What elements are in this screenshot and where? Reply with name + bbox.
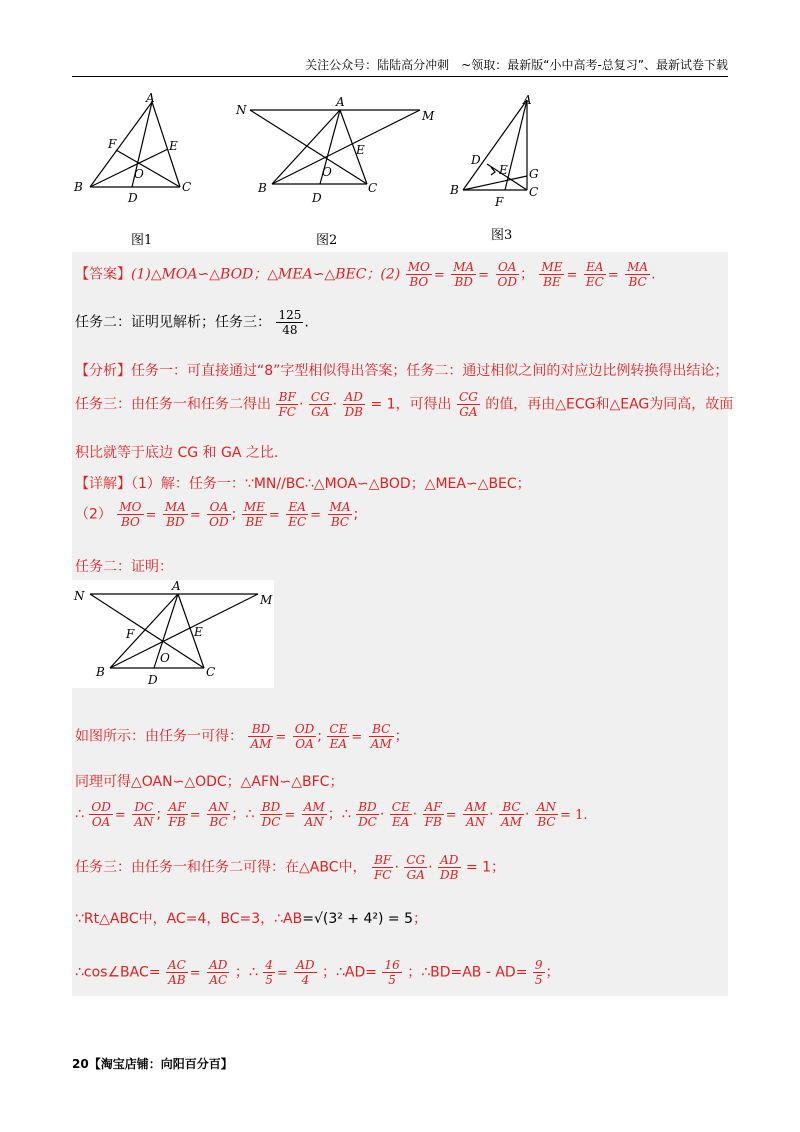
frac-num: MA (453, 260, 475, 274)
frac-den: 5 (382, 972, 401, 987)
answer-line-2: 任务二：证明见解析；任务三： $\frac{125}{48}$ . (75, 308, 309, 337)
detail-task2: 任务二：证明： (75, 559, 173, 575)
frac-den: EA (327, 736, 349, 751)
frac-num: AD (344, 390, 363, 404)
f1-label-a: A (146, 92, 155, 105)
f2-label-a: A (336, 95, 345, 109)
frac-den: AM (370, 737, 392, 751)
frac-den: DB (344, 405, 364, 419)
detail-text-3a: 如图所示：由任务一可得： (75, 728, 243, 745)
frac-den: AM (250, 737, 272, 751)
analysis-tag: 【分析】 (75, 363, 131, 379)
frac-num: AM (303, 800, 325, 814)
frac-den: FB (424, 815, 442, 829)
f3-label-c: C (529, 185, 539, 199)
frac-num: BD (251, 722, 271, 736)
f3-label-a: A (523, 93, 532, 107)
frac-num: OD (91, 800, 111, 814)
detail-text-8c: ；∴AD= (322, 964, 378, 981)
frac-den: GA (404, 867, 427, 882)
frac-den: OD (209, 515, 229, 529)
frac-den: DB (440, 868, 459, 882)
frac-num: AD (296, 958, 315, 972)
frac-den: BO (406, 274, 432, 289)
frac-num: BF (374, 853, 392, 867)
f1-label-e: E (169, 139, 178, 153)
frac-num: AM (465, 800, 487, 814)
f4-label-m: M (260, 593, 273, 607)
frac-num: 9 (534, 958, 543, 972)
analysis-line-1 (75, 360, 728, 380)
frac-num: AN (536, 800, 557, 814)
analysis-text-2c: 的值，再由△ECG和△EAG为同高，故面 (485, 396, 734, 413)
frac-den: FB (168, 815, 186, 829)
detail-text-8d: ；∴BD=AB - AD= (407, 964, 528, 981)
frac-den: EA (390, 814, 412, 829)
figure-3-caption: 图3 (491, 228, 513, 243)
analysis-text-2a: 任务三：由任务一和任务二得出 (75, 396, 271, 413)
frac-num: BC (372, 722, 391, 736)
f4-label-n: N (74, 589, 85, 603)
detail-text-8b: ；∴ (234, 964, 258, 981)
f4-label-c: C (206, 665, 216, 679)
frac-den: GA (457, 404, 480, 419)
f2-label-m: M (422, 109, 435, 123)
f2-label-d: D (312, 191, 322, 205)
frac-num: AF (168, 800, 186, 814)
f4-label-f: F (126, 627, 135, 641)
detail-text-1: （1）解：任务一：∵MN//BC∴△MOA∽△BOD；△MEA∽△BEC； (131, 476, 531, 492)
detail-tag: 【详解】 (75, 476, 131, 492)
detail-line-8: ∴cos∠BAC= $\frac{AC}{AB}$ = $\frac{AD}{AC}$ ；∴ $\frac{4}{5}$ = $\frac{AD}{4}$ ；∴AD= $\frac{16}{5}$ ；∴BD=AB - AD= $\frac{9}{5}$ ； (75, 958, 560, 987)
f2-label-o: O (322, 165, 332, 179)
frac-den: BD (451, 274, 476, 289)
frac-den: 5 (265, 973, 273, 987)
frac-den: DC (358, 815, 377, 829)
frac-den: BC (625, 274, 650, 289)
frac-num: CG (406, 853, 426, 867)
detail-line-6: 任务三：由任务一和任务二可得：在△ABC中， $\frac{BF}{FC}$ · $\frac{CG}{GA}$ · $\frac{AD}{DB}$ = 1； (75, 853, 506, 882)
figure-2 (232, 92, 442, 212)
f1-label-f: F (108, 137, 117, 151)
frac-num: OD (294, 722, 315, 736)
frac-den: BC (535, 814, 558, 829)
frac-num: AD (209, 958, 228, 972)
frac-den: AM (501, 815, 522, 829)
frac-num: EA (586, 260, 604, 274)
frac-num: OA (209, 500, 229, 514)
frac-num: CE (329, 722, 348, 736)
detail-line-4: 同理可得△OAN∽△ODC；△AFN∽△BFC； (75, 774, 344, 790)
figure-1 (72, 92, 202, 212)
detail-line-5: ∴ $\frac{OD}{OA}$ = $\frac{DC}{AN}$ ; $\frac{AF}{FB}$ = $\frac{AN}{BC}$ ；∴ $\frac{BD}{DC}$ = $\frac{AM}{AN}$ ；∴ $\frac{BD}{DC}$ · $\frac{CE}{EA}$ · $\frac{AF}{FB}$ = $\frac{AM}{AN}$ · $\frac{BC}{AM}$ · $\frac{AN}{BC}$ = 1. (75, 800, 588, 829)
answer-part1: (1)△MOA∽△BOD；△MEA∽△BEC；(2) (131, 266, 401, 283)
f4-label-e: E (194, 625, 203, 639)
frac-num: 16 (384, 958, 400, 972)
frac-den: FC (278, 405, 296, 419)
f2-label-n: N (236, 103, 247, 117)
frac-num: BD (261, 800, 281, 814)
figure-2-caption: 图2 (316, 233, 338, 248)
frac-den: 48 (276, 322, 303, 337)
frac-den: AN (134, 815, 154, 829)
frac-num: 125 (278, 308, 302, 322)
figure-4 (72, 580, 274, 688)
f2-label-e: E (356, 143, 365, 157)
frac-den: AN (302, 814, 327, 829)
frac-den: AN (463, 814, 488, 829)
frac-num: AD (440, 853, 459, 867)
detail-text-7a: ∵Rt△ABC中，AC=4，BC=3，∴AB (75, 911, 303, 927)
detail-line-2: （2） $\frac{MO}{BO}$ = $\frac{MA}{BD}$ = $\frac{OA}{OD}$ ; $\frac{ME}{BE}$ = $\frac{EA}{EC}$ = $\frac{MA}{BC}$ ; (75, 500, 359, 529)
frac-num: BF (278, 390, 296, 404)
answer-tag: 【答案】 (75, 266, 131, 283)
frac-den: FC (373, 868, 392, 882)
page-footer: 20【淘宝店铺：向阳百分百】 (72, 1057, 233, 1071)
frac-den: DC (261, 815, 281, 829)
frac-num: DC (134, 800, 154, 814)
detail-line-1 (75, 473, 531, 493)
frac-num: MA (329, 500, 351, 514)
f1-label-o: O (134, 167, 144, 181)
detail-line-3: 如图所示：由任务一可得： $\frac{BD}{AM}$ = $\frac{OD}{OA}$ ; $\frac{CE}{EA}$ = $\frac{BC}{AM}$ ； (75, 722, 409, 751)
figure-3 (445, 92, 555, 212)
frac-num: MO (119, 500, 142, 514)
f4-label-a: A (172, 580, 181, 593)
f3-label-g: G (529, 167, 539, 181)
answer-task23: 任务二：证明见解析；任务三： (75, 314, 271, 331)
frac-den: GA (309, 404, 332, 419)
frac-num: MA (627, 260, 649, 274)
frac-den: BE (242, 514, 267, 529)
frac-num: ME (541, 260, 563, 274)
f3-label-d: D (471, 153, 481, 167)
analysis-line-3 (75, 442, 278, 462)
analysis-text-3: 积比就等于底边 CG 和 GA 之比. (75, 445, 279, 461)
frac-num: EA (288, 500, 306, 514)
frac-den: BD (163, 514, 188, 529)
f1-label-d: D (128, 191, 138, 205)
page-header: 关注公众号：陆陆高分冲刺 ~领取：最新版“小中高考-总复习”、最新试卷下载 (305, 58, 728, 72)
analysis-line-2: 任务三：由任务一和任务二得出 $\frac{BF}{FC}$ · $\frac{CG}{GA}$ · $\frac{AD}{DB}$ = 1，可得出 $\frac{CG}{GA}$ 的值，再由△ECG和△EAG为同高，故面 (75, 390, 734, 419)
frac-num: CG (310, 390, 330, 404)
frac-den: EC (585, 275, 604, 289)
frac-num: AN (209, 800, 229, 814)
frac-den: 5 (534, 973, 543, 987)
f4-label-d: D (148, 673, 158, 687)
frac-num: MO (407, 260, 430, 274)
frac-den: EC (288, 515, 307, 529)
detail-line-7: ∵Rt△ABC中，AC=4，BC=3，∴AB=√(3² + 4²) = 5； (75, 911, 428, 927)
frac-den: OD (497, 275, 517, 289)
frac-num: CE (391, 800, 410, 814)
frac-den: 4 (294, 972, 316, 987)
f3-label-e: E (499, 163, 508, 177)
analysis-text-2b: = 1，可得出 (370, 396, 452, 413)
detail-text-6b: = 1； (465, 859, 506, 876)
frac-num: MA (164, 500, 186, 514)
frac-den: OA (89, 814, 112, 829)
frac-den: BE (539, 274, 564, 289)
frac-num: ME (243, 500, 265, 514)
frac-num: AC (167, 958, 186, 972)
f3-label-f: F (495, 195, 504, 209)
analysis-text-1: 任务一：可直接通过“8”字型相似得出答案；任务二：通过相似之间的对应边比例转换得出结论； (131, 363, 729, 379)
f4-label-o: O (160, 651, 170, 665)
frac-den: AC (207, 972, 229, 987)
answer-line-1: 【答案】(1)△MOA∽△BOD；△MEA∽△BEC；(2) $\frac{MO}{BO}$ = $\frac{MA}{BD}$ = $\frac{OA}{OD}$ ； $\frac{ME}{BE}$ = $\frac{EA}{EC}$ = $\frac{MA}{BC}$ . (75, 260, 656, 289)
f1-label-b: B (74, 180, 83, 194)
frac-num: BD (358, 800, 377, 814)
frac-den: BC (328, 514, 353, 529)
frac-num: OA (497, 260, 517, 274)
frac-den: BC (207, 814, 230, 829)
f2-label-c: C (368, 181, 378, 195)
figure-1-caption: 图1 (131, 233, 153, 248)
frac-num: AF (424, 800, 442, 814)
header-rule (72, 76, 728, 77)
detail-text-7b: =√(3² + 4²) = 5 (302, 911, 414, 927)
frac-den: BO (117, 514, 143, 529)
detail-text-6a: 任务三：由任务一和任务二可得：在△ABC中， (75, 859, 367, 876)
detail-text-2: （2） (75, 506, 112, 523)
frac-den: AB (166, 972, 188, 987)
frac-num: CG (459, 390, 478, 404)
f3-label-b: B (450, 183, 459, 197)
f4-label-b: B (96, 665, 105, 679)
frac-den: OA (293, 736, 316, 751)
f1-label-c: C (182, 180, 192, 194)
frac-num: 4 (265, 958, 273, 972)
detail-text-8a: ∴cos∠BAC= (75, 964, 161, 981)
f2-label-b: B (258, 181, 267, 195)
frac-num: BC (502, 800, 521, 814)
